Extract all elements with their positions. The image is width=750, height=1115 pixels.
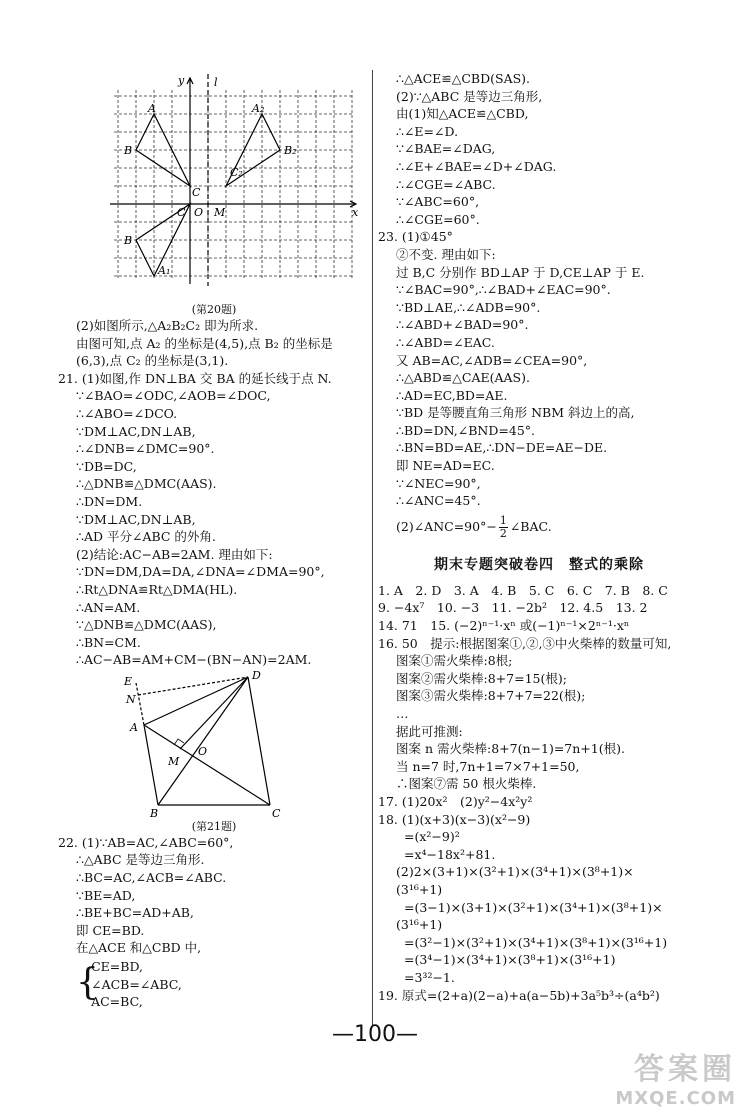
fig21-label-n: N bbox=[126, 692, 136, 706]
fig20-label-c1: C bbox=[177, 206, 186, 219]
fraction-pre: (2)∠ANC=90°− bbox=[396, 518, 497, 534]
brace-lines bbox=[91, 958, 182, 1011]
fig20-label-c: C bbox=[192, 186, 201, 199]
fig21-label-e: E bbox=[124, 674, 133, 688]
text-line: ∴∠E+∠BAE=∠D+∠DAG. bbox=[396, 158, 557, 174]
text-line: ∵DM⊥AC,DN⊥AB, bbox=[76, 511, 196, 527]
fig21-label-c: C bbox=[272, 806, 281, 819]
text-line: ∴△ABC 是等边三角形. bbox=[76, 852, 205, 868]
text-line: ∴△DNB≌△DMC(AAS). bbox=[76, 476, 217, 492]
fraction bbox=[499, 515, 508, 540]
fig21-label-o: O bbox=[198, 744, 208, 758]
fig20-label-l: l bbox=[214, 76, 218, 89]
figure-20 bbox=[104, 70, 364, 302]
fig20-caption: (第20题) bbox=[191, 303, 237, 316]
right-text-block-a bbox=[378, 70, 700, 510]
text-line: 在△ACE 和△CBD 中, bbox=[76, 940, 202, 956]
text-line: ∵BD 是等腰直角三角形 NBM 斜边上的高, bbox=[396, 405, 635, 421]
fraction-post: ∠BAC. bbox=[509, 518, 552, 534]
text-line: ∴BN=CM. bbox=[76, 634, 141, 650]
fraction-num: 1 bbox=[499, 513, 507, 527]
text-line: ∴AN=AM. bbox=[76, 599, 141, 615]
figure-21 bbox=[108, 669, 308, 819]
section-title: 期末专题突破卷四 整式的乘除 bbox=[434, 556, 644, 573]
brace-system bbox=[58, 958, 370, 1011]
text-line: (3¹⁶+1) bbox=[396, 881, 443, 897]
left-column bbox=[58, 70, 370, 1011]
text-line: ∴△ACE≌△CBD(SAS). bbox=[396, 71, 531, 86]
fraction-line bbox=[378, 514, 700, 540]
text-line: 21. (1)如图,作 DN⊥BA 交 BA 的延长线于点 N. bbox=[58, 370, 332, 386]
text-line: 17. (1)20x² (2)y²−4x²y² bbox=[378, 793, 533, 809]
right-column bbox=[378, 70, 700, 1004]
text-line: 据此可推测: bbox=[396, 723, 463, 739]
text-line: ∴∠ABO=∠DCO. bbox=[76, 405, 178, 421]
text-line: 图案③需火柴棒:8+7+7=22(根); bbox=[396, 688, 586, 704]
text-line: ∵BD⊥AE,∴∠ADB=90°. bbox=[396, 299, 541, 315]
text-line: 当 n=7 时,7n+1=7×7+1=50, bbox=[396, 758, 580, 774]
text-line: CE=BD, bbox=[91, 959, 143, 975]
text-line: ∴∠DNB=∠DMC=90°. bbox=[76, 441, 215, 457]
text-line: (6,3),点 C₂ 的坐标是(3,1). bbox=[76, 353, 229, 369]
text-line: ∴∠E=∠D. bbox=[396, 123, 459, 139]
left-text-block-b bbox=[58, 834, 370, 957]
text-line: ∴∠CGE=∠ABC. bbox=[396, 176, 496, 192]
watermark-line2: MXQE.COM bbox=[615, 1088, 736, 1109]
fig20-label-c2: C₂ bbox=[230, 166, 243, 179]
text-line: 14. 71 15. (−2)ⁿ⁻¹·xⁿ 或(−1)ⁿ⁻¹×2ⁿ⁻¹·xⁿ bbox=[378, 618, 630, 634]
fig20-label-b: B bbox=[124, 144, 133, 157]
text-line: ∵DN=DM,DA=DA,∠DNA=∠DMA=90°, bbox=[76, 564, 325, 580]
fig20-label-b1: B bbox=[124, 234, 133, 247]
text-line: ∴△ABD≌△CAE(AAS). bbox=[396, 370, 530, 386]
fig20-label-x: x bbox=[352, 206, 359, 219]
text-line: ∴∠CGE=60°. bbox=[396, 211, 480, 227]
text-line: ∠ACB=∠ABC, bbox=[91, 976, 182, 992]
text-line: =(3−1)×(3+1)×(3²+1)×(3⁴+1)×(3⁸+1)× bbox=[404, 899, 663, 915]
text-line: ∵∠ABC=60°, bbox=[396, 194, 480, 210]
text-line: ∵∠BAE=∠DAG, bbox=[396, 141, 496, 157]
fig21-label-d: D bbox=[252, 668, 261, 682]
text-line: 23. (1)①45° bbox=[378, 229, 453, 245]
text-line: ∴Rt△DNA≌Rt△DMA(HL). bbox=[76, 581, 238, 597]
page-number: —100— bbox=[332, 1022, 418, 1047]
text-line: ∵∠NEC=90°, bbox=[396, 475, 481, 491]
fig21-caption: (第21题) bbox=[191, 819, 237, 833]
right-text-block-b bbox=[378, 582, 700, 1004]
text-line: ∵DB=DC, bbox=[76, 458, 137, 474]
text-line: (2)结论:AC−AB=2AM. 理由如下: bbox=[76, 546, 273, 562]
text-line: 图案①需火柴棒:8根; bbox=[396, 653, 513, 669]
fig20-label-a: A bbox=[148, 102, 156, 115]
text-line: ∴图案⑦需 50 根火柴棒. bbox=[396, 776, 537, 792]
text-line: =3³²−1. bbox=[404, 969, 455, 985]
text-line: ∴BC=AC,∠ACB=∠ABC. bbox=[76, 870, 227, 886]
text-line: 由图可知,点 A₂ 的坐标是(4,5),点 B₂ 的坐标是 bbox=[76, 335, 333, 351]
text-line: 过 B,C 分别作 BD⊥AP 于 D,CE⊥AP 于 E. bbox=[396, 264, 645, 280]
text-line: ∴∠ANC=45°. bbox=[396, 493, 481, 509]
text-line: =(3²−1)×(3²+1)×(3⁴+1)×(3⁸+1)×(3¹⁶+1) bbox=[404, 934, 668, 950]
text-line: ∴BD=DN,∠BND=45°. bbox=[396, 422, 535, 438]
text-line: =(x²−9)² bbox=[404, 829, 460, 845]
fig20-label-m: M bbox=[214, 206, 226, 219]
text-line: ②不变. 理由如下: bbox=[396, 246, 496, 262]
text-line: 即 CE=BD. bbox=[76, 922, 145, 938]
text-line: ∵∠BAO=∠ODC,∠AOB=∠DOC, bbox=[76, 388, 271, 404]
text-line: 9. −4x⁷ 10. −3 11. −2b² 12. 4.5 13. 2 bbox=[378, 600, 648, 616]
watermark-line1: 答案圈 bbox=[634, 1052, 736, 1087]
text-line: ∵∠BAC=90°,∴∠BAD+∠EAC=90°. bbox=[396, 282, 611, 298]
text-line: 图案②需火柴棒:8+7=15(根); bbox=[396, 670, 567, 686]
text-line: (2)2×(3+1)×(3²+1)×(3⁴+1)×(3⁸+1)× bbox=[396, 864, 634, 880]
fraction-den: 2 bbox=[499, 526, 507, 540]
fig21-label-b: B bbox=[150, 806, 159, 819]
text-line: ∵△DNB≌△DMC(AAS), bbox=[76, 617, 217, 633]
text-line: … bbox=[396, 706, 409, 721]
fig21-label-a: A bbox=[130, 720, 138, 734]
fig20-label-a2: A₂ bbox=[252, 102, 265, 115]
brace-symbol: { bbox=[76, 962, 99, 1004]
watermark-logo bbox=[615, 1044, 736, 1109]
text-line: =x⁴−18x²+81. bbox=[404, 846, 496, 862]
text-line: ∴AD=EC,BD=AE. bbox=[396, 387, 508, 403]
fig20-label-o: O bbox=[194, 206, 204, 219]
text-line: 22. (1)∵AB=AC,∠ABC=60°, bbox=[58, 834, 234, 850]
text-line: ∵DM⊥AC,DN⊥AB, bbox=[76, 423, 196, 439]
text-line: 由(1)知△ACE≌△CBD, bbox=[396, 106, 529, 122]
text-line: ∴∠ABD=∠EAC. bbox=[396, 334, 495, 350]
text-line: 图案 n 需火柴棒:8+7(n−1)=7n+1(根). bbox=[396, 741, 625, 757]
fig20-label-b2: B₂ bbox=[284, 144, 297, 157]
text-line: AC=BC, bbox=[91, 994, 143, 1010]
text-line: 16. 50 提示:根据图案①,②,③中火柴棒的数量可知, bbox=[378, 635, 672, 651]
text-line: 19. 原式=(2+a)(2−a)+a(a−5b)+3a⁵b³÷(a⁴b²) bbox=[378, 987, 660, 1003]
text-line: ∴∠ABD+∠BAD=90°. bbox=[396, 317, 529, 333]
text-line: ∵BE=AD, bbox=[76, 887, 136, 903]
fig20-label-a1: A₁ bbox=[158, 264, 171, 277]
text-line: 又 AB=AC,∠ADB=∠CEA=90°, bbox=[396, 352, 588, 368]
left-text-block-a bbox=[58, 317, 370, 669]
text-line: ∴AD 平分∠ABC 的外角. bbox=[76, 529, 216, 545]
text-line: (2)∵△ABC 是等边三角形, bbox=[396, 88, 543, 104]
text-line: ∴AC−AB=AM+CM−(BN−AN)=2AM. bbox=[76, 652, 312, 668]
column-divider bbox=[372, 70, 373, 1025]
text-line: ∴BN=BD=AE,∴DN−DE=AE−DE. bbox=[396, 440, 608, 456]
text-line: (3¹⁶+1) bbox=[396, 917, 443, 933]
text-line: ∴BE+BC=AD+AB, bbox=[76, 905, 194, 921]
fig20-label-y: y bbox=[178, 74, 185, 87]
text-line: (2)如图所示,△A₂B₂C₂ 即为所求. bbox=[76, 318, 259, 333]
text-line: ∴DN=DM. bbox=[76, 493, 143, 509]
text-line: =(3⁴−1)×(3⁴+1)×(3⁸+1)×(3¹⁶+1) bbox=[404, 952, 616, 968]
text-line: 1. A 2. D 3. A 4. B 5. C 6. C 7. B 8. C bbox=[378, 582, 668, 598]
text-line: 即 NE=AD=EC. bbox=[396, 458, 495, 474]
fig21-label-m: M bbox=[168, 754, 180, 768]
text-line: 18. (1)(x+3)(x−3)(x²−9) bbox=[378, 811, 531, 827]
